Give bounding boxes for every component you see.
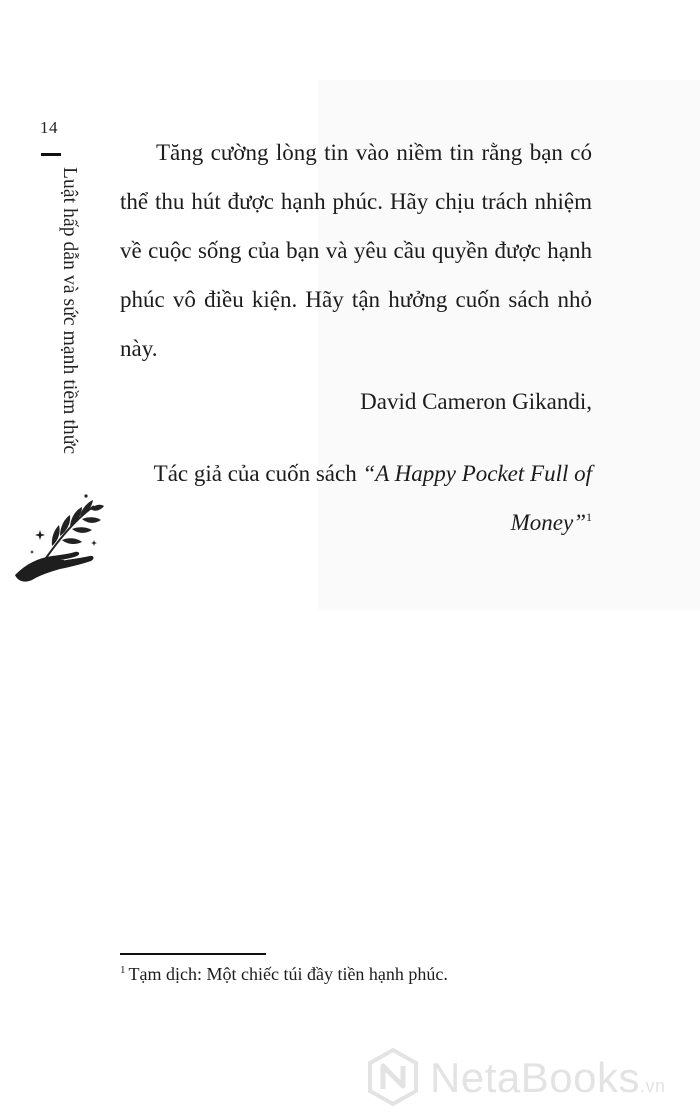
author-signature: David Cameron Gikandi, xyxy=(360,389,592,414)
watermark xyxy=(364,1046,694,1108)
body-paragraph: Tăng cường lòng tin vào niềm tin rằng bạn có thể thu hút được hạnh phúc. Hãy chịu trách nhiệm về cuộc sống của bạn và yêu cầu quyền được hạnh phúc vô điều kiện. Hãy tận hưởng cuốn sách nhỏ này. xyxy=(120,140,592,361)
watermark-brand: NetaBooks xyxy=(430,1054,640,1101)
footnote-marker: 1 xyxy=(120,964,126,976)
running-title: Luật hấp dẫn và sức mạnh tiềm thức xyxy=(59,167,80,455)
book-title: “A Happy Pocket Full of Money” xyxy=(362,461,592,535)
page-number: 14 xyxy=(40,118,58,137)
margin-rule xyxy=(41,153,61,156)
footnote-rule xyxy=(120,953,266,955)
watermark-text xyxy=(430,1054,665,1102)
footnote-reference: 1 xyxy=(586,510,592,524)
hand-leaf-ornament-icon xyxy=(12,492,104,584)
attribution-prefix: Tác giả của cuốn sách xyxy=(153,461,363,486)
watermark-tld: .vn xyxy=(639,1076,666,1096)
n-hexagon-logo-icon xyxy=(364,1048,422,1106)
footnote xyxy=(120,960,448,988)
author-attribution xyxy=(132,449,592,547)
footnote-text: Tạm dịch: Một chiếc túi đầy tiền hạnh phúc. xyxy=(128,964,448,984)
